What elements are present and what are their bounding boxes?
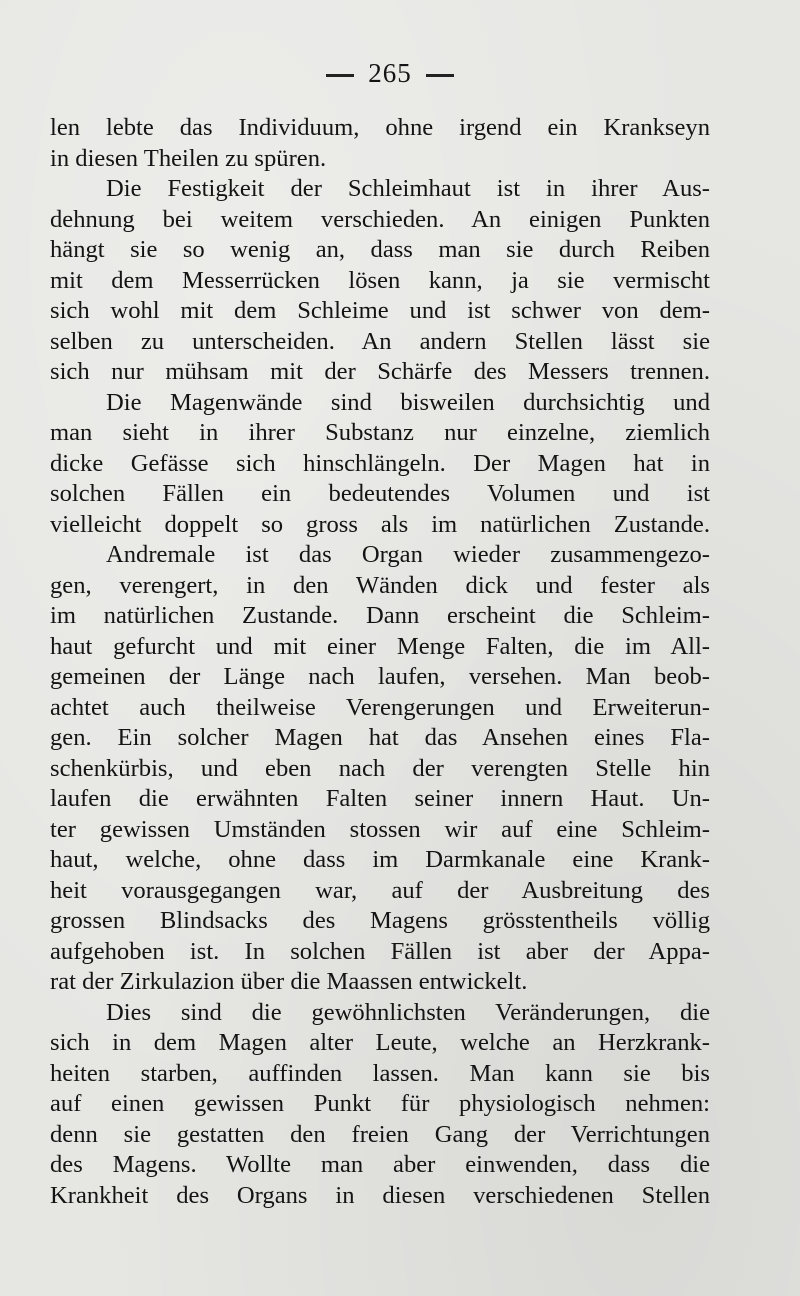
text-line: heit vorausgegangen war, auf der Ausbreitung des <box>50 876 710 904</box>
text-line: Die Festigkeit der Schleimhaut ist in ihrer Aus- <box>106 175 710 202</box>
text-line: vielleicht doppelt so gross als im natürlichen Zustande. <box>50 510 710 538</box>
text-line: heiten starben, auffinden lassen. Man kann sie bis <box>50 1059 710 1087</box>
text-line: sich nur mühsam mit der Schärfe des Messers trennen. <box>50 358 710 385</box>
text-line: Die Magenwände sind bisweilen durchsichtig und <box>106 388 710 416</box>
text-line: sich wohl mit dem Schleime und ist schwer von dem- <box>50 297 710 324</box>
text-line: aufgehoben ist. In solchen Fällen ist aber der Appa- <box>50 937 710 965</box>
text-line: achtet auch theilweise Verengerungen und Erweiterun- <box>50 693 710 721</box>
text-line: schenkürbis, und eben nach der verengten Stelle hin <box>50 754 710 782</box>
text-line: solchen Fällen ein bedeutendes Volumen und ist <box>50 480 710 507</box>
text-line: auf einen gewissen Punkt für physiologisch nehmen: <box>50 1090 710 1117</box>
body-text <box>50 113 710 1211</box>
page-number-value: 265 <box>368 58 412 88</box>
text-line: len lebte das Individuum, ohne irgend ein Krankseyn <box>50 114 710 141</box>
text-line: denn sie gestatten den freien Gang der Verrichtungen <box>50 1120 710 1148</box>
text-line: Dies sind die gewöhnlichsten Veränderungen, die <box>106 998 710 1026</box>
text-line: dicke Gefässe sich hinschlängeln. Der Magen hat in <box>50 449 710 477</box>
text-line: rat der Zirkulazion über die Maassen entwickelt. <box>50 968 528 995</box>
text-line: Andremale ist das Organ wieder zusammengezo- <box>106 541 710 568</box>
text-line: laufen die erwähnten Falten seiner innern Haut. Un- <box>50 785 710 812</box>
text-line: Krankheit des Organs in diesen verschiedenen Stellen <box>50 1181 710 1209</box>
text-line: gen. Ein solcher Magen hat das Ansehen eines Fla- <box>50 724 710 751</box>
text-line: ter gewissen Umständen stossen wir auf eine Schleim- <box>50 815 710 843</box>
text-line: hängt sie so wenig an, dass man sie durch Reiben <box>50 236 710 263</box>
text-line: grossen Blindsacks des Magens grösstentheils völlig <box>50 907 710 934</box>
text-line: gen, verengert, in den Wänden dick und fester als <box>50 571 710 599</box>
page-number <box>0 58 780 89</box>
text-line: man sieht in ihrer Substanz nur einzelne, ziemlich <box>50 419 710 446</box>
text-line: dehnung bei weitem verschieden. An einigen Punkten <box>50 205 710 233</box>
text-line: in diesen Theilen zu spüren. <box>50 144 327 172</box>
text-line: haut gefurcht und mit einer Menge Falten, die im All- <box>50 632 710 660</box>
text-line: gemeinen der Länge nach laufen, versehen. Man beob- <box>50 663 710 690</box>
left-dash <box>326 74 354 77</box>
right-dash <box>426 74 454 77</box>
text-line: mit dem Messerrücken lösen kann, ja sie vermischt <box>50 266 710 294</box>
text-line: haut, welche, ohne dass im Darmkanale eine Krank- <box>50 846 710 873</box>
text-line: des Magens. Wollte man aber einwenden, dass die <box>50 1151 710 1178</box>
text-line: selben zu unterscheiden. An andern Stellen lässt sie <box>50 327 710 355</box>
text-line: im natürlichen Zustande. Dann erscheint die Schleim- <box>50 602 710 629</box>
text-line: sich in dem Magen alter Leute, welche an Herzkrank- <box>50 1029 710 1056</box>
